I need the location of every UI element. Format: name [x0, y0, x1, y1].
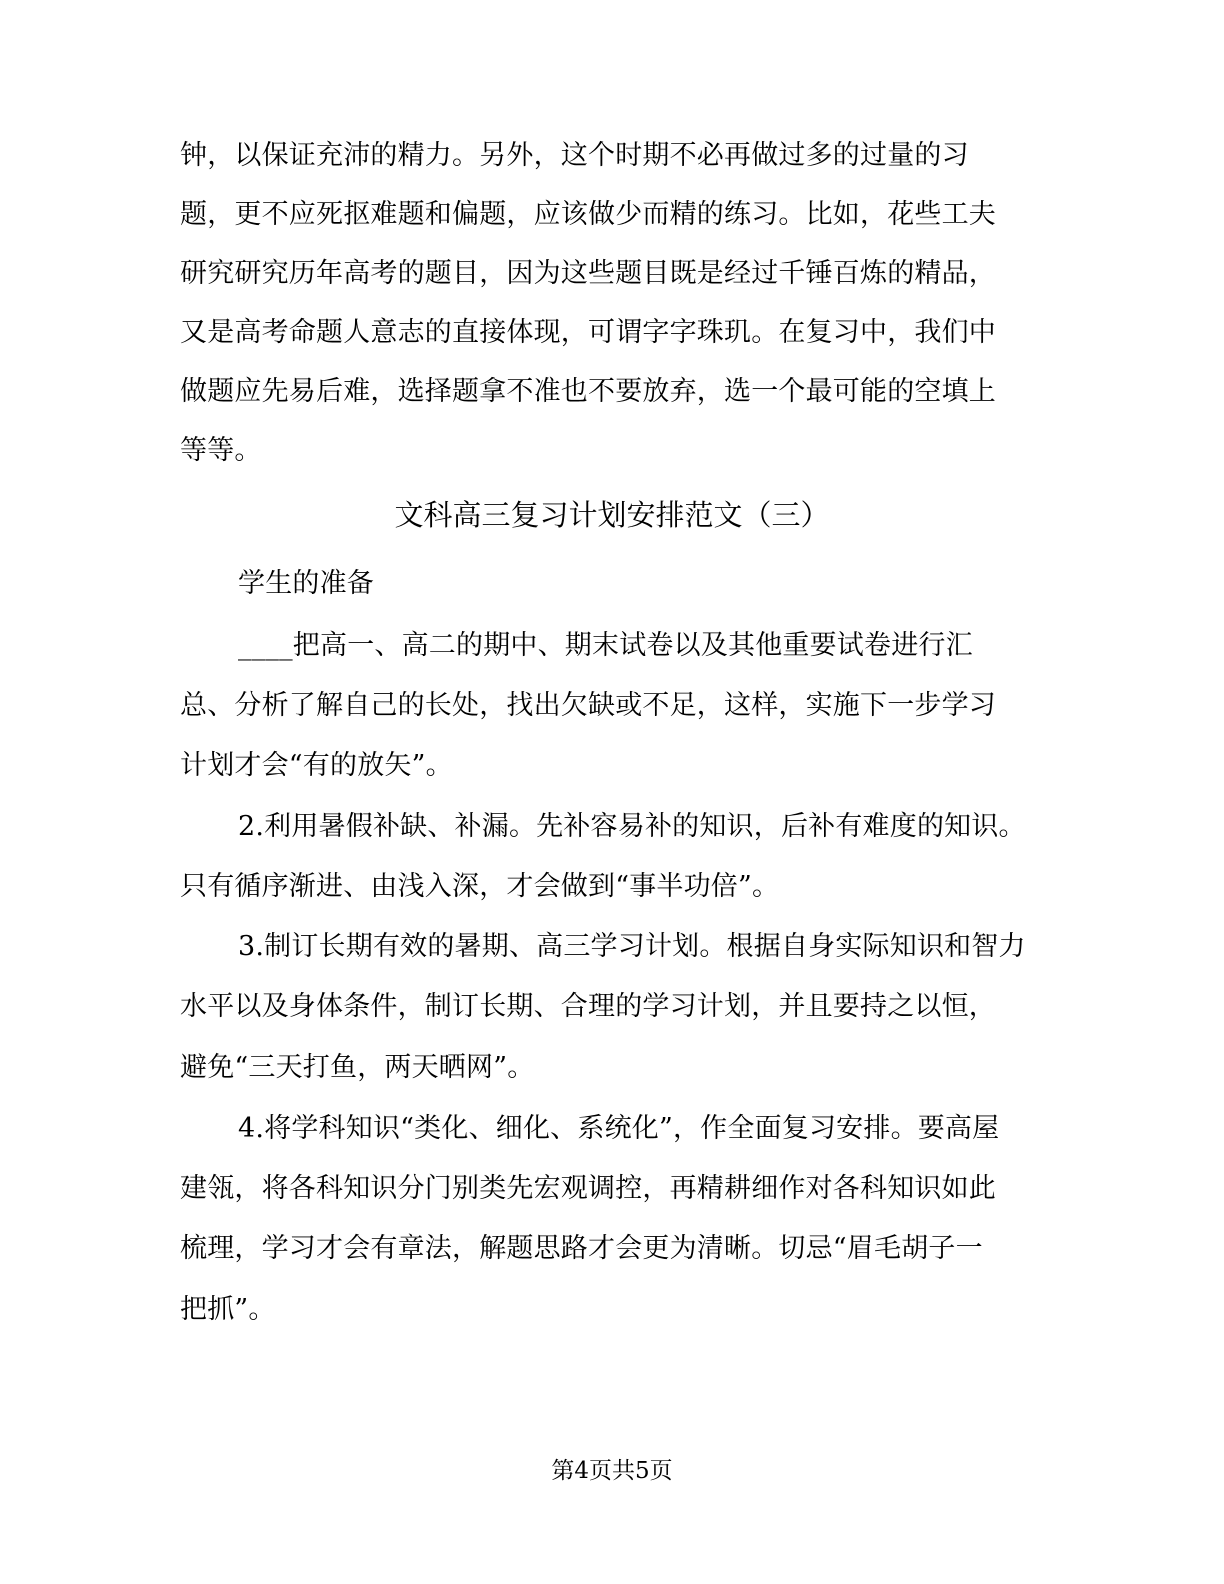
item-4-line: 4.将学科知识“类化、细化、系统化”，作全面复习安排。要高屋	[238, 1113, 1000, 1144]
paragraph-line: 等等。	[180, 435, 262, 466]
item-2-line: 只有循序渐进、由浅入深，才会做到“事半功倍”。	[180, 871, 780, 902]
page-number: 第4页共5页	[551, 1458, 673, 1484]
item-1-line: 总、分析了解自己的长处，找出欠缺或不足，这样，实施下一步学习	[180, 690, 996, 721]
section-title: 文科高三复习计划安排范文（三）	[394, 498, 830, 532]
paragraph-line: 做题应先易后难，选择题拿不准也不要放弃，选一个最可能的空填上	[180, 376, 996, 407]
item-3-line: 避免“三天打鱼，两天晒网”。	[180, 1052, 535, 1083]
item-4-line: 梳理，学习才会有章法，解题思路才会更为清晰。切忌“眉毛胡子一	[180, 1233, 983, 1264]
paragraph-line: 研究研究历年高考的题目，因为这些题目既是经过千锤百炼的精品，	[180, 258, 996, 289]
paragraph-line: 又是高考命题人意志的直接体现，可谓字字珠玑。在复习中，我们中	[180, 317, 996, 348]
item-2-line: 2.利用暑假补缺、补漏。先补容易补的知识，后补有难度的知识。	[238, 811, 1026, 842]
section-subheading: 学生的准备	[238, 568, 374, 599]
item-3-line: 水平以及身体条件，制订长期、合理的学习计划，并且要持之以恒，	[180, 991, 996, 1022]
item-1-line: 计划才会“有的放矢”。	[180, 750, 453, 781]
item-1-line: ____把高一、高二的期中、期末试卷以及其他重要试卷进行汇	[238, 630, 973, 661]
paragraph-line: 题，更不应死抠难题和偏题，应该做少而精的练习。比如，花些工夫	[180, 199, 996, 230]
item-4-line: 建瓴，将各科知识分门别类先宏观调控，再精耕细作对各科知识如此	[180, 1173, 996, 1204]
paragraph-line: 钟，以保证充沛的精力。另外，这个时期不必再做过多的过量的习	[180, 140, 969, 171]
item-3-line: 3.制订长期有效的暑期、高三学习计划。根据自身实际知识和智力	[238, 931, 1026, 962]
item-4-line: 把抓”。	[180, 1294, 276, 1325]
